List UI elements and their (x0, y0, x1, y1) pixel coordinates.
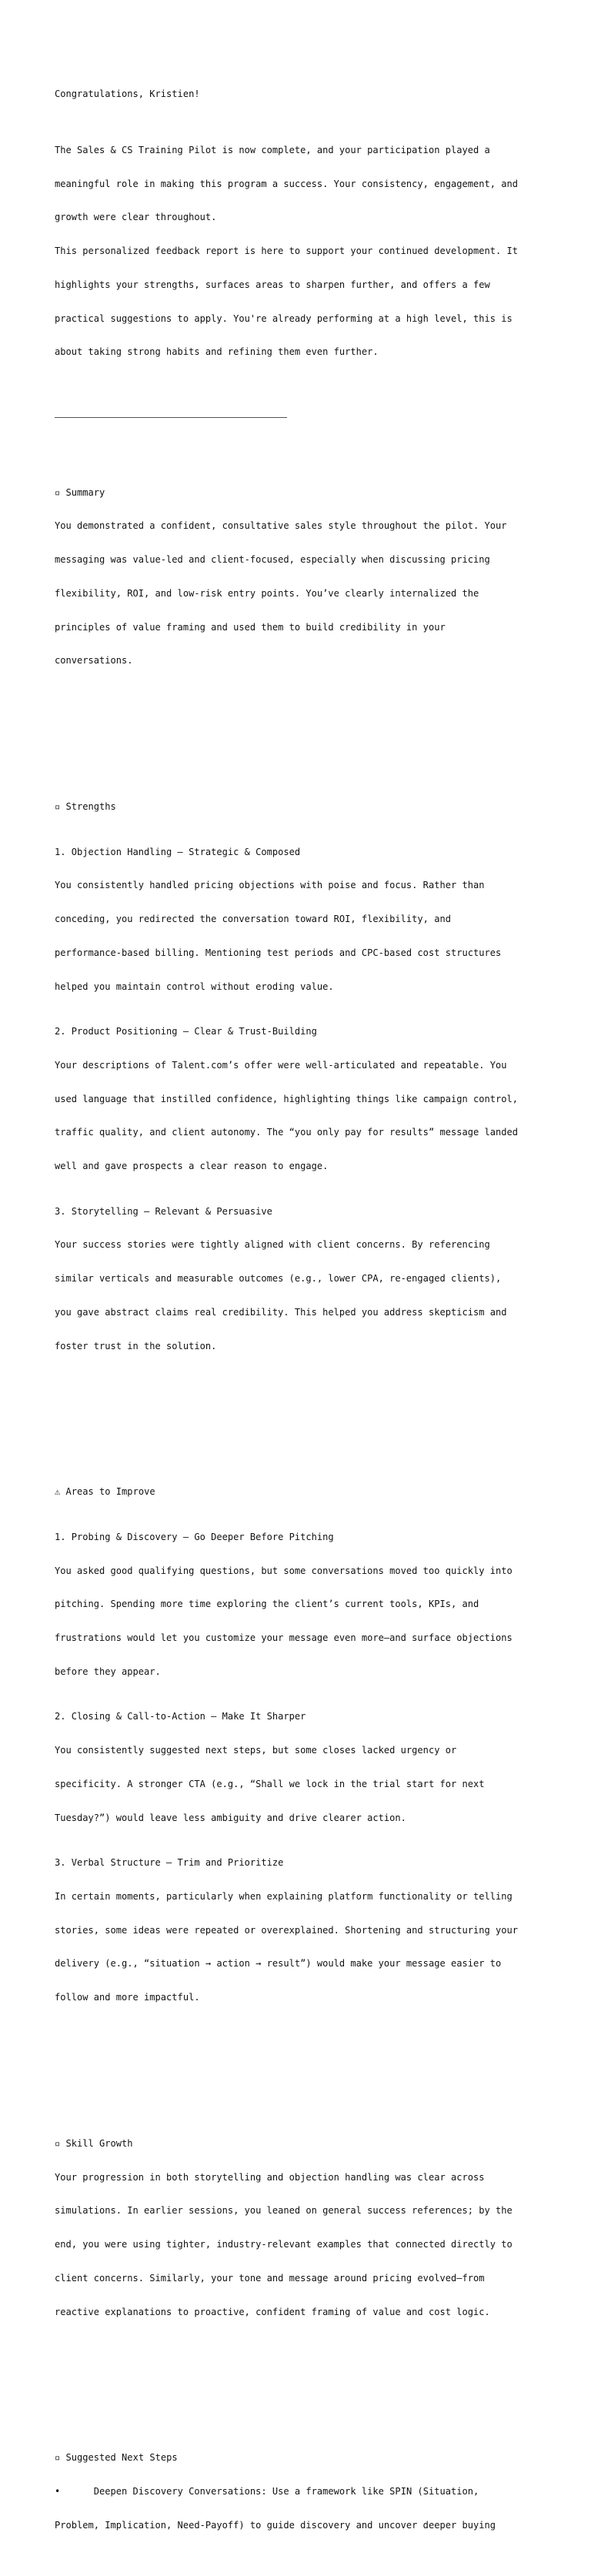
square-bullet-icon: ▫ (55, 486, 61, 498)
strength-line: traffic quality, and client autonomy. The “you only pay for results” message landed (55, 1127, 518, 1138)
section-heading-strengths (55, 801, 547, 813)
strength-line: helped you maintain control without eroding value. (55, 981, 334, 992)
greeting-title: Congratulations, Kristien! (55, 88, 200, 99)
growth-line: client concerns. Similarly, your tone and message around pricing evolved—from (55, 2272, 485, 2284)
improve-line: frustrations would let you customize your message even more—and surface objections (55, 1632, 513, 1644)
improve-line: before they appear. (55, 1666, 161, 1677)
summary-line: conversations. (55, 655, 133, 667)
section-heading-improve (55, 1486, 547, 1498)
section-heading-summary (55, 487, 547, 499)
spacer (55, 723, 547, 734)
summary-line: You demonstrated a confident, consultative sales style throughout the pilot. Your (55, 520, 507, 532)
improve-title: 2. Closing & Call-to-Action – Make It Sharper (55, 1711, 306, 1722)
strength-line: used language that instilled confidence, highlighting things like campaign control, (55, 1093, 518, 1104)
strength-line: foster trust in the solution. (55, 1340, 217, 1351)
strength-title: 1. Objection Handling – Strategic & Composed (55, 846, 301, 857)
summary-line: flexibility, ROI, and low-risk entry points. You’ve clearly internalized the (55, 587, 479, 599)
improve-line: follow and more impactful. (55, 1992, 200, 2003)
intro-line: meaningful role in making this program a success. Your consistency, engagement, and (55, 178, 518, 189)
summary-line: principles of value framing and used them to build credibility in your (55, 621, 446, 633)
bullet-icon: • (55, 2486, 61, 2497)
improve-line: You asked good qualifying questions, but some conversations moved too quickly into (55, 1565, 513, 1576)
next-step-line: Problem, Implication, Need-Payoff) to guide discovery and uncover deeper buying (55, 2520, 496, 2531)
spacer (55, 2374, 547, 2385)
strengths-section (55, 779, 547, 1374)
strength-line: you gave abstract claims real credibility. This helped you address skepticism and (55, 1306, 507, 1318)
square-bullet-icon: ▫ (55, 2137, 61, 2149)
improve-title: 1. Probing & Discovery – Go Deeper Before Pitching (55, 1531, 334, 1542)
growth-line: reactive explanations to proactive, confident framing of value and cost logic. (55, 2306, 490, 2317)
intro-line: This personalized feedback report is here to support your continued development. It (55, 246, 518, 257)
growth-heading-text: Skill Growth (65, 2137, 133, 2149)
improve-line: delivery (e.g., “situation → action → result”) would make your message easier to (55, 1958, 502, 1970)
section-heading-growth (55, 2138, 547, 2150)
intro-line: highlights your strengths, surfaces areas to sharpen further, and offers a few (55, 279, 490, 290)
next-steps-heading-text: Suggested Next Steps (65, 2452, 178, 2464)
improve-line: Tuesday?”) would leave less ambiguity and drive clearer action. (55, 1812, 406, 1823)
strength-line: Your descriptions of Talent.com’s offer were well-articulated and repeatable. You (55, 1059, 507, 1071)
strength-line: well and gave prospects a clear reason to engage. (55, 1161, 329, 1172)
strength-line: similar verticals and measurable outcomes (e.g., lower CPA, re-engaged clients), (55, 1273, 502, 1285)
strengths-heading-text: Strengths (65, 801, 116, 813)
strength-line: conceding, you redirected the conversation toward ROI, flexibility, and (55, 914, 451, 925)
strength-line: performance-based billing. Mentioning test periods and CPC-based cost structures (55, 947, 502, 958)
strength-line: You consistently handled pricing objections with poise and focus. Rather than (55, 880, 485, 891)
intro-line: growth were clear throughout. (55, 212, 217, 223)
improve-title: 3. Verbal Structure – Trim and Prioritize (55, 1857, 284, 1868)
growth-line: simulations. In earlier sessions, you leaned on general success references; by the (55, 2205, 513, 2217)
spacer (55, 2060, 547, 2071)
strength-title: 3. Storytelling – Relevant & Persuasive (55, 1205, 272, 1217)
summary-line: messaging was value-led and client-focused, especially when discussing pricing (55, 554, 490, 566)
improve-line: In certain moments, particularly when explaining platform functionality or telling (55, 1890, 513, 1902)
strength-line: Your success stories were tightly aligned with client concerns. By referencing (55, 1239, 490, 1251)
spacer (55, 1408, 547, 1419)
growth-line: end, you were using tighter, industry-relevant examples that connected directly to (55, 2239, 513, 2250)
improve-heading-text: Areas to Improve (65, 1486, 155, 1498)
intro-paragraph (55, 122, 547, 381)
growth-section (55, 2116, 547, 2340)
next-step-line: Deepen Discovery Conversations: Use a framework like SPIN (Situation, (60, 2486, 479, 2497)
feedback-report (55, 55, 547, 2576)
square-bullet-icon: ▫ (55, 2452, 61, 2464)
strength-title: 2. Product Positioning – Clear & Trust-Building (55, 1026, 317, 1037)
growth-line: Your progression in both storytelling and objection handling was clear across (55, 2171, 485, 2183)
next-step-item (55, 2486, 547, 2497)
summary-section (55, 464, 547, 689)
intro-line: The Sales & CS Training Pilot is now complete, and your participation played a (55, 144, 490, 155)
improve-section (55, 1464, 547, 2026)
intro-line: practical suggestions to apply. You're already performing at a high level, this is (55, 312, 513, 324)
intro-line: about taking strong habits and refining them even further. (55, 346, 379, 358)
warning-icon: ⚠ (55, 1486, 61, 1498)
section-heading-next-steps (55, 2452, 547, 2464)
next-steps-section (55, 2430, 547, 2554)
improve-line: You consistently suggested next steps, but some closes lacked urgency or (55, 1745, 457, 1756)
summary-heading-text: Summary (65, 486, 105, 498)
section-divider (55, 417, 287, 418)
improve-line: specificity. A stronger CTA (e.g., “Shall we lock in the trial start for next (55, 1778, 485, 1789)
improve-line: stories, some ideas were repeated or overexplained. Shortening and structuring your (55, 1924, 518, 1936)
improve-line: pitching. Spending more time exploring the client’s current tools, KPIs, and (55, 1599, 479, 1610)
square-bullet-icon: ▫ (55, 801, 61, 813)
